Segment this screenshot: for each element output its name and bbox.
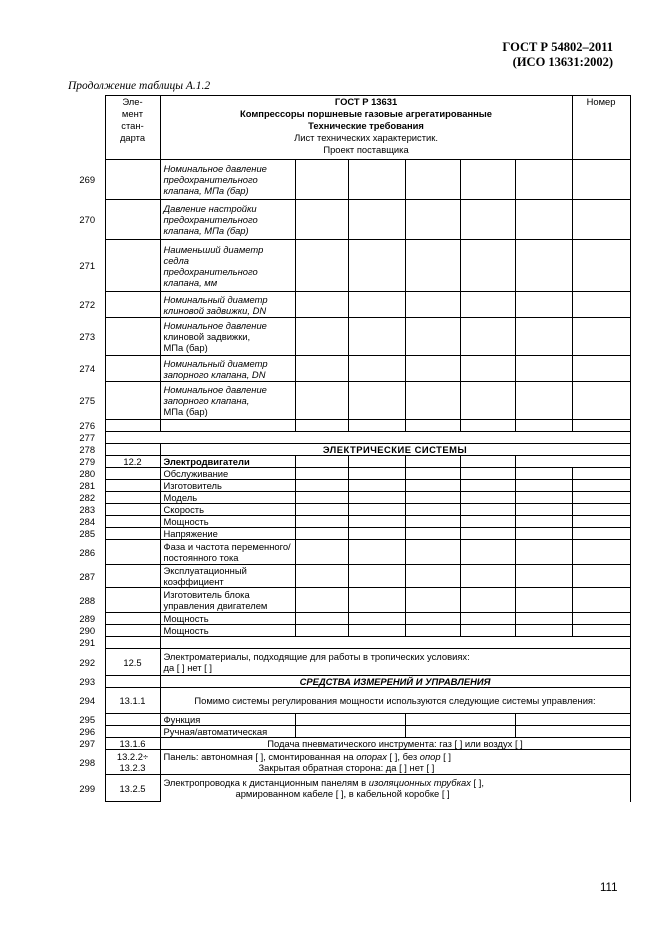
table-row: 283 Скорость <box>70 504 630 516</box>
section-row: 278 ЭЛЕКТРИЧЕСКИЕ СИСТЕМЫ <box>70 444 630 456</box>
table-continuation-caption: Продолжение таблицы А.1.2 <box>68 80 211 92</box>
section-row: 293 СРЕДСТВА ИЗМЕРЕНИЙ И УПРАВЛЕНИЯ <box>70 676 630 688</box>
section-title-instruments: СРЕДСТВА ИЗМЕРЕНИЙ И УПРАВЛЕНИЯ <box>160 676 630 688</box>
table-row: 269 Номинальное давление предохранительного клапана, МПа (бар) <box>70 160 630 200</box>
table-row: 290 Мощность <box>70 625 630 637</box>
number-header: Номер <box>572 96 630 160</box>
table-row: 292 12.5 Электроматериалы, подходящие для работы в тропических условиях: да [ ] нет [ ] <box>70 649 630 676</box>
table-row: 282 Модель <box>70 492 630 504</box>
table-header-row <box>70 96 630 160</box>
table-row: 280 Обслуживание <box>70 468 630 480</box>
table-row: 273 Номинальное давление клиновой задвижки, МПа (бар) <box>70 318 630 356</box>
element-header: Эле- мент стан- дарта <box>105 96 160 160</box>
table-row: 288 Изготовитель блока управления двигателем <box>70 588 630 613</box>
table-row: 274 Номинальный диаметр запорного клапана, DN <box>70 356 630 382</box>
table-row: 287 Эксплуатационный коэффициент <box>70 565 630 588</box>
table-row: 272 Номинальный диаметр клиновой задвижки, DN <box>70 292 630 318</box>
table-row: 297 13.1.6 Подача пневматического инструмента: газ [ ] или воздух [ ] <box>70 738 630 750</box>
table-row: 298 13.2.2÷ 13.2.3 Панель: автономная [ ], смонтированная на опорах [ ], без опор [ ] Закрытая обратная сторона: да [ ] нет [ ] <box>70 750 630 775</box>
section-title-electrical: ЭЛЕКТРИЧЕСКИЕ СИСТЕМЫ <box>160 444 630 456</box>
table-row: 275 Номинальное давление запорного клапана, МПа (бар) <box>70 382 630 420</box>
table-row: 279 12.2 Электродвигатели <box>70 456 630 468</box>
iso-number: (ИСО 13631:2002) <box>512 55 613 69</box>
table-row: 295 Функция <box>70 714 630 726</box>
table-row: 294 13.1.1 Помимо системы регулирования мощности используются следующие системы управления: <box>70 688 630 714</box>
table-row: 286 Фаза и частота переменного/постоянного тока <box>70 540 630 565</box>
table-row: 291 <box>70 637 630 649</box>
motors-heading: Электродвигатели <box>160 456 295 468</box>
table-row: 270 Давление настройки предохранительного клапана, МПа (бар) <box>70 200 630 240</box>
table-row: 276 <box>70 420 630 432</box>
page-number: 111 <box>600 882 618 894</box>
table-row: 277 <box>70 432 630 444</box>
data-sheet-table <box>70 95 631 802</box>
table-row: 271 Наименьший диаметр седла предохранительного клапана, мм <box>70 240 630 292</box>
table-row: 299 13.2.5 Электропроводка к дистанционным панелям в изоляционных трубках [ ], армированном кабеле [ ], в кабельной коробке [ ] <box>70 775 630 802</box>
document-header <box>502 40 613 70</box>
standard-number: ГОСТ Р 54802–2011 <box>502 40 613 54</box>
table-row: 289 Мощность <box>70 613 630 625</box>
table-row: 281 Изготовитель <box>70 480 630 492</box>
table-title: ГОСТ Р 13631 Компрессоры поршневые газовые агрегатированные Технические требования Лист технических характеристик. Проект поставщика <box>160 96 572 160</box>
table-row: 285 Напряжение <box>70 528 630 540</box>
table-row: 296 Ручная/автоматическая <box>70 726 630 738</box>
table-row: 284 Мощность <box>70 516 630 528</box>
